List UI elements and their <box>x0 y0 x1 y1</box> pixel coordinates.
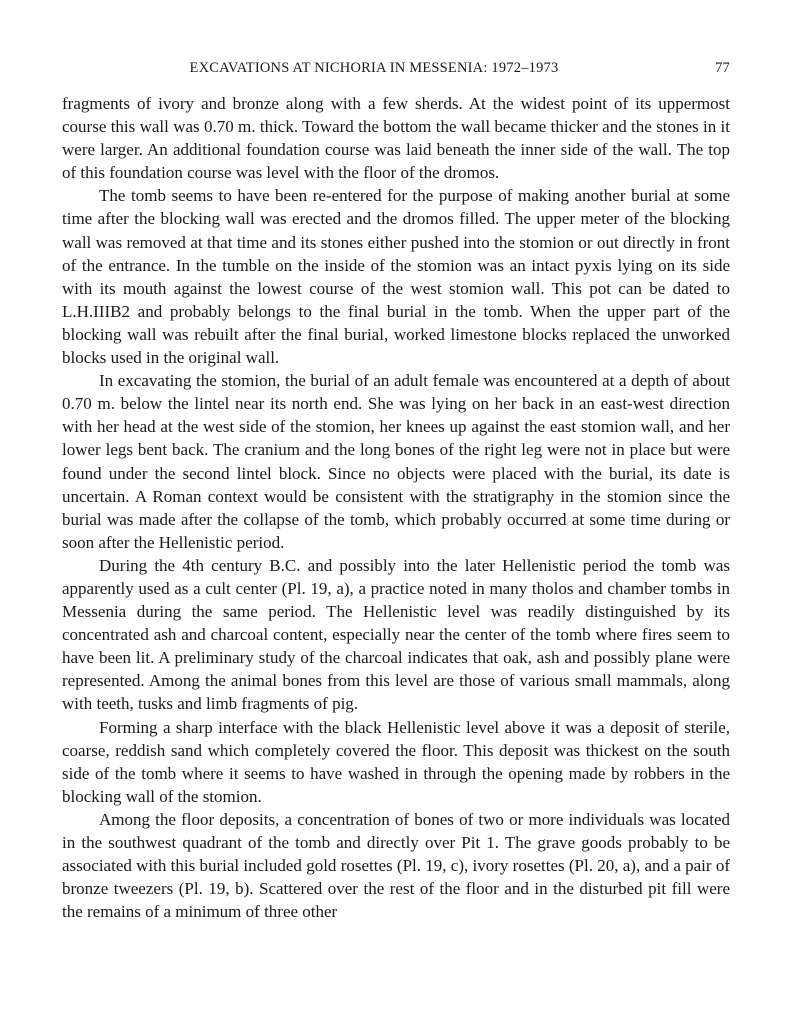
paragraph-continued: fragments of ivory and bronze along with a few sherds. At the widest point of its uppermost course this wall was 0.70 m. thick. Toward the bottom the wall became thicker and the stones in it were larger. An additional foundation course was laid beneath the inner side of the wall. The top of this foundation course was level with the floor of the dromos. <box>62 94 730 183</box>
paragraph-text: and possibly into the later Hellenistic period the tomb was apparently used as a cult center (Pl. 19, a), a practice noted in many tholos and chamber tombs in Messenia during the same period. The Hellenistic level was readily distinguished by its concentrated ash and charcoal content, especially near the center of the tomb where fires seem to have been lit. A preliminary study of the charcoal indicates that oak, ash and possibly plane were represented. Among the animal bones from this level are those of various small mammals, along with teeth, tusks and limb fragments of pig. <box>62 555 730 714</box>
era-abbreviation: B.C. <box>269 555 301 575</box>
paragraph-tomb-reentry: The tomb seems to have been re-entered for the purpose of making another burial at some time after the blocking wall was erected and the dromos filled. The upper meter of the blocking wall was removed at that time and its stones either pushed into the stomion or out directly in front of the entrance. In the tumble on the inside of the stomion was an intact pyxis lying on its side with its mouth against the lowest course of the west stomion wall. This pot can be dated to L.H.IIIB2 and probably belongs to the final burial in the tomb. When the upper part of the blocking wall was rebuilt after the final burial, worked limestone blocks replaced the unworked blocks used in the original wall. <box>62 186 730 368</box>
body-text <box>62 92 730 923</box>
running-title: EXCAVATIONS AT NICHORIA IN MESSENIA: 1972–1973 <box>189 60 559 76</box>
paragraph-sand-deposit: Forming a sharp interface with the black Hellenistic level above it was a deposit of sterile, coarse, reddish sand which completely covered the floor. This deposit was thickest on the south side of the tomb where it seems to have washed in through the opening made by robbers in the blocking wall of the stomion. <box>62 717 730 806</box>
paragraph-hellenistic-cult <box>62 554 730 716</box>
page-number: 77 <box>715 60 730 76</box>
paragraph-stomion-burial: In excavating the stomion, the burial of an adult female was encountered at a depth of about 0.70 m. below the lintel near its north end. She was lying on her back in an east-west direction with her head at the west side of the stomion, her knees up against the east stomion wall, and her lower legs bent back. The cranium and the long bones of the right leg were not in place but were found under the second lintel block. Since no objects were placed with the burial, its date is uncertain. A Roman context would be consistent with the stratigraphy in the stomion since the burial was made after the collapse of the tomb, which probably occurred at some time during or soon after the Hellenistic period. <box>62 371 730 552</box>
paragraph-floor-deposits: Among the floor deposits, a concentration of bones of two or more individuals was located in the southwest quadrant of the tomb and directly over Pit 1. The grave goods probably to be associated with this burial included gold rosettes (Pl. 19, c), ivory rosettes (Pl. 20, a), and a pair of bronze tweezers (Pl. 19, b). Scattered over the rest of the floor and in the disturbed pit fill were the remains of a minimum of three other <box>62 809 730 922</box>
document-page <box>62 56 730 923</box>
paragraph-text: During the 4th century <box>99 555 270 575</box>
running-header <box>62 56 730 80</box>
